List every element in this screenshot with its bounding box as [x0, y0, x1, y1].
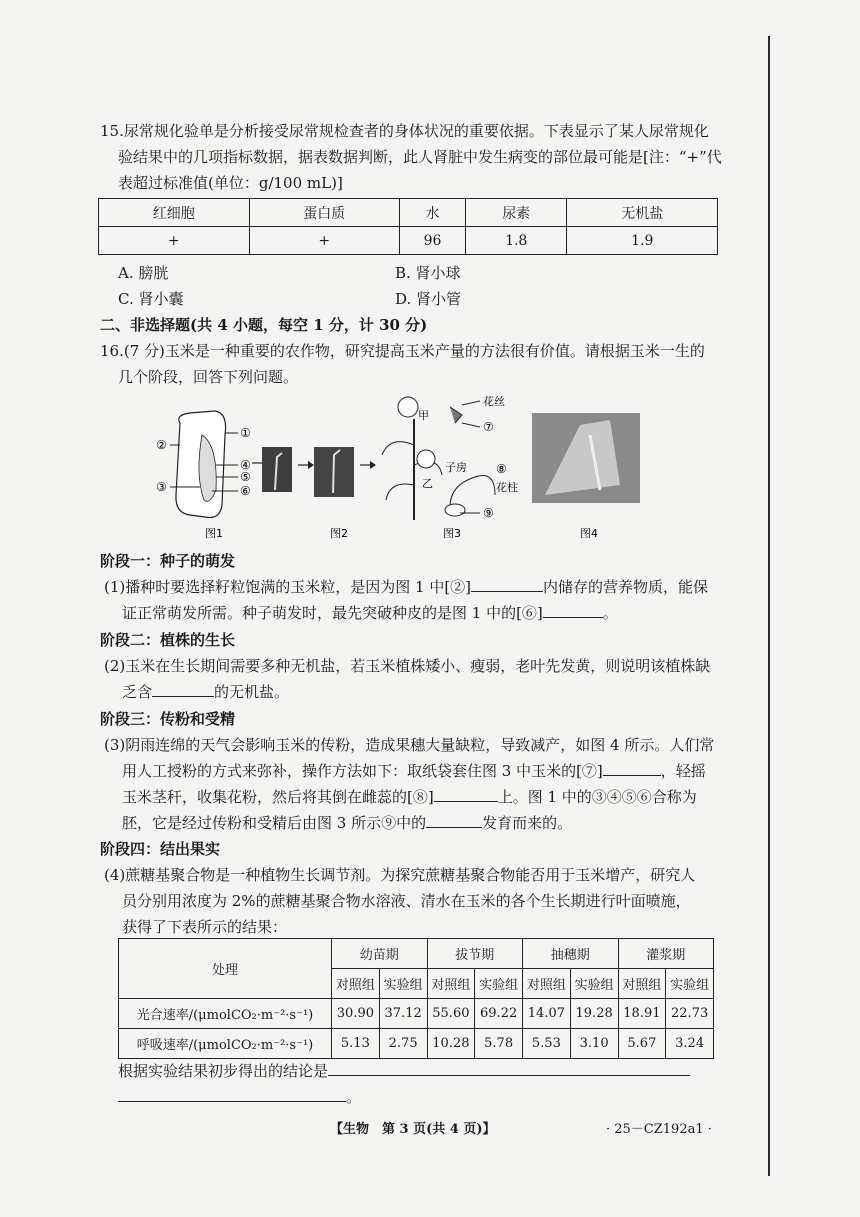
label-huazhu: 花柱	[496, 481, 518, 494]
value-cell: 5.13	[332, 1029, 380, 1059]
answer-blank[interactable]	[471, 575, 543, 592]
q16-3-line3	[122, 784, 697, 810]
value-cell: 1.9	[567, 227, 718, 255]
text-segment: 乏含	[122, 683, 153, 701]
option-a: A. 膀胱	[118, 264, 169, 282]
header-cell: 蛋白质	[249, 199, 400, 227]
value-cell: +	[249, 227, 400, 255]
answer-blank[interactable]	[328, 1059, 690, 1076]
label-1: ①	[240, 426, 251, 440]
period-cell: 幼苗期	[332, 939, 428, 969]
stage1-heading: 阶段一：种子的萌发	[100, 552, 236, 570]
table-row	[99, 199, 718, 227]
corner-cell: 处理	[119, 939, 332, 999]
text-segment: 。	[346, 1088, 362, 1106]
value-cell: 30.90	[332, 999, 380, 1029]
text-segment: 发育而来的。	[482, 814, 573, 832]
option-d: D. 肾小管	[395, 290, 462, 308]
value-cell: 19.28	[570, 999, 618, 1029]
section-heading: 二、非选择题(共 4 小题，每空 1 分，计 30 分)	[100, 316, 428, 334]
corn-plant-diagram	[382, 395, 518, 520]
value-cell: 5.53	[523, 1029, 571, 1059]
group-cell: 实验组	[475, 969, 523, 999]
header-cell: 无机盐	[567, 199, 718, 227]
q15-line1: 15.尿常规化验单是分析接受尿常规检查者的身体状况的重要依据。下表显示了某人尿常规化	[100, 122, 709, 140]
value-cell: 2.75	[379, 1029, 427, 1059]
q16-3-line2	[122, 758, 706, 784]
table-row	[99, 227, 718, 255]
urine-table	[98, 198, 718, 255]
text-segment: 根据实验结果初步得出的结论是	[118, 1062, 329, 1080]
text-segment: ，轻摇	[660, 762, 706, 780]
text-segment: 的无机盐。	[214, 683, 290, 701]
q16-2-line2	[122, 679, 289, 705]
corn-figures	[150, 395, 710, 545]
text-segment: 。	[602, 604, 618, 622]
q16-1-line2	[122, 600, 618, 626]
q16-2-line1: (2)玉米在生长期间需要多种无机盐，若玉米植株矮小、瘦弱，老叶先发黄，则说明该植株缺	[104, 657, 711, 675]
value-cell: +	[99, 227, 250, 255]
label-7: ⑦	[483, 420, 494, 434]
photosynthesis-table	[118, 938, 714, 1059]
answer-blank[interactable]	[118, 1085, 346, 1102]
stage2-heading: 阶段二：植株的生长	[100, 631, 236, 649]
text-segment: 证正常萌发所需。种子萌发时，最先突破种皮的是图 1 中的[⑥]	[122, 604, 543, 622]
answer-blank[interactable]	[603, 759, 661, 776]
header-cell: 尿素	[465, 199, 567, 227]
conclusion-line2	[118, 1084, 361, 1110]
value-cell: 3.24	[666, 1029, 714, 1059]
q16-3-line1: (3)阴雨连绵的天气会影响玉米的传粉，造成果穗大量缺粒，导致减产，如图 4 所示。人们常	[104, 736, 715, 754]
answer-blank[interactable]	[426, 811, 482, 828]
text-segment: 上。图 1 中的③④⑤⑥合称为	[497, 788, 697, 806]
q15-line3: 表超过标准值(单位：g/100 mL)]	[118, 174, 343, 192]
table-row	[119, 999, 714, 1029]
label-9: ⑨	[483, 506, 494, 520]
value-cell: 14.07	[523, 999, 571, 1029]
q16-line1: 16.(7 分)玉米是一种重要的农作物，研究提高玉米产量的方法很有价值。请根据玉米一生的	[100, 342, 705, 360]
caption-fig2: 图2	[330, 527, 348, 540]
margin-line	[768, 36, 770, 1176]
seed-diagram	[156, 411, 251, 518]
label-huasi: 花丝	[483, 395, 505, 408]
group-cell: 实验组	[666, 969, 714, 999]
q16-4-line2: 员分别用浓度为 2%的蔗糖基聚合物水溶液、清水在玉米的各个生长期进行叶面喷施，	[122, 892, 691, 910]
label-5: ⑤	[240, 470, 251, 484]
group-cell: 对照组	[427, 969, 475, 999]
value-cell: 55.60	[427, 999, 475, 1029]
group-cell: 实验组	[379, 969, 427, 999]
group-cell: 实验组	[570, 969, 618, 999]
period-cell: 灌浆期	[618, 939, 714, 969]
value-cell: 1.8	[465, 227, 567, 255]
value-cell: 5.78	[475, 1029, 523, 1059]
value-cell: 3.10	[570, 1029, 618, 1059]
row-label: 光合速率/(μmolCO₂·m⁻²·s⁻¹)	[119, 999, 332, 1029]
value-cell: 22.73	[666, 999, 714, 1029]
table-row	[119, 939, 714, 969]
q16-line2: 几个阶段，回答下列问题。	[118, 368, 299, 386]
answer-blank[interactable]	[543, 601, 603, 618]
text-segment: 玉米茎秆，收集花粉，然后将其倒在雌蕊的[⑧]	[122, 788, 434, 806]
label-2: ②	[156, 438, 167, 452]
text-segment: 胚，它是经过传粉和受精后由图 3 所示⑨中的	[122, 814, 427, 832]
caption-fig4: 图4	[580, 527, 598, 540]
answer-blank[interactable]	[152, 680, 214, 697]
group-cell: 对照组	[618, 969, 666, 999]
value-cell: 10.28	[427, 1029, 475, 1059]
header-cell: 水	[400, 199, 466, 227]
page-footer: 【生物 第 3 页(共 4 页)】	[330, 1122, 496, 1137]
q16-1-line1	[104, 574, 708, 600]
table-row	[119, 1029, 714, 1059]
label-zifang: 子房	[445, 461, 467, 474]
q16-4-line3: 获得了下表所示的结果：	[122, 918, 288, 936]
value-cell: 18.91	[618, 999, 666, 1029]
group-cell: 对照组	[332, 969, 380, 999]
label-4: ④	[240, 458, 251, 472]
value-cell: 37.12	[379, 999, 427, 1029]
text-segment: (1)播种时要选择籽粒饱满的玉米粒，是因为图 1 中[②]	[104, 578, 472, 596]
caption-fig1: 图1	[205, 527, 223, 540]
paper-code: · 25－CZ192a1 ·	[606, 1122, 712, 1137]
row-label: 呼吸速率/(μmolCO₂·m⁻²·s⁻¹)	[119, 1029, 332, 1059]
conclusion-line1	[118, 1058, 690, 1084]
stage3-heading: 阶段三：传粉和受精	[100, 710, 236, 728]
value-cell: 5.67	[618, 1029, 666, 1059]
text-segment: 用人工授粉的方式来弥补，操作方法如下：取纸袋套住图 3 中玉米的[⑦]	[122, 762, 603, 780]
option-b: B. 肾小球	[395, 264, 461, 282]
label-6: ⑥	[240, 484, 251, 498]
stage4-heading: 阶段四：结出果实	[100, 840, 221, 858]
q15-line2: 验结果中的几项指标数据，据表数据判断，此人肾脏中发生病变的部位最可能是[注：“+”代	[118, 148, 722, 166]
period-cell: 拔节期	[427, 939, 523, 969]
q16-4-line1: (4)蔗糖基聚合物是一种植物生长调节剂。为探究蔗糖基聚合物能否用于玉米增产，研究人	[104, 866, 696, 884]
value-cell: 69.22	[475, 999, 523, 1029]
period-cell: 抽穗期	[523, 939, 619, 969]
q16-3-line4	[122, 810, 572, 836]
value-cell: 96	[400, 227, 466, 255]
label-jia: 甲	[418, 409, 429, 422]
label-yi: 乙	[422, 477, 433, 490]
text-segment: 内储存的营养物质，能保	[543, 578, 709, 596]
caption-fig3: 图3	[443, 527, 461, 540]
option-c: C. 肾小囊	[118, 290, 184, 308]
label-8: ⑧	[496, 462, 507, 476]
answer-blank[interactable]	[434, 785, 498, 802]
group-cell: 对照组	[523, 969, 571, 999]
header-cell: 红细胞	[99, 199, 250, 227]
label-3: ③	[156, 480, 167, 494]
